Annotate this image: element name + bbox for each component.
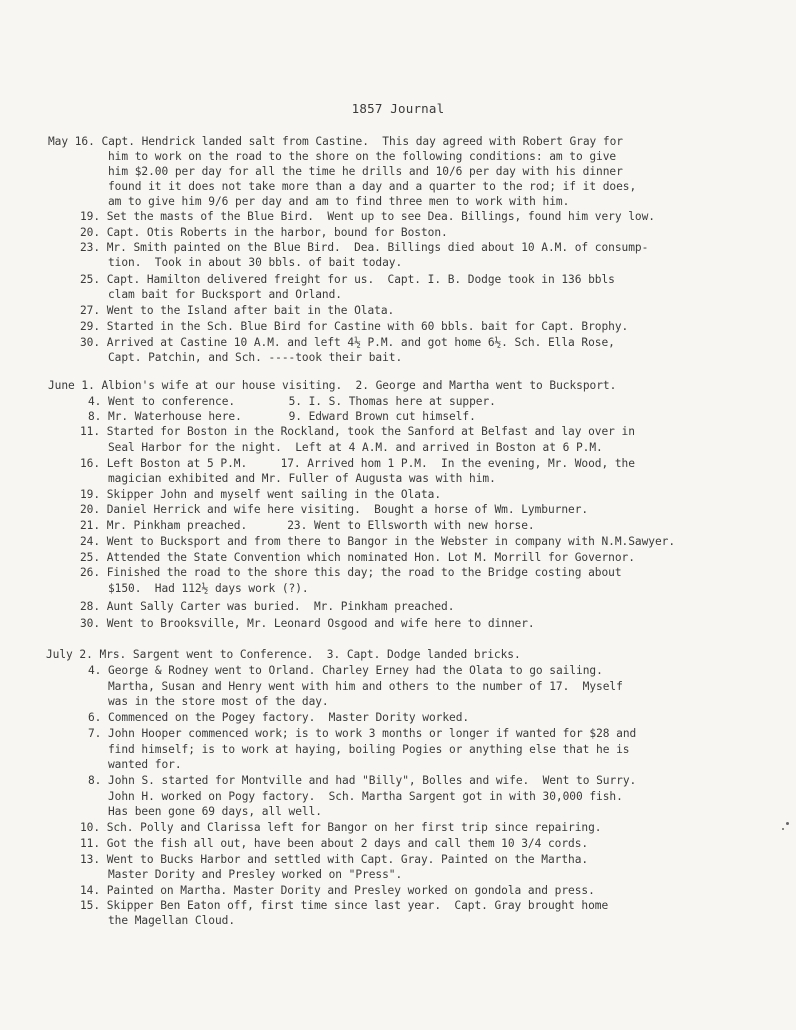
journal-line: 29. Started in the Sch. Blue Bird for Castine with 60 bbls. bait for Capt. Brophy. <box>80 320 629 333</box>
journal-line: John H. worked on Pogy factory. Sch. Martha Sargent got in with 30,000 fish. <box>108 790 623 803</box>
journal-line: him $2.00 per day for all the time he drills and 10/6 per day with his dinner <box>108 165 623 178</box>
journal-line: him to work on the road to the shore on the following conditions: am to give <box>108 150 617 163</box>
paper-speck <box>786 822 789 825</box>
journal-line: 27. Went to the Island after bait in the Olata. <box>80 304 395 317</box>
journal-line: $150. Had 112½ days work (?). <box>108 582 309 595</box>
page-title: 1857 Journal <box>351 101 445 116</box>
journal-line: 13. Went to Bucks Harbor and settled with Capt. Gray. Painted on the Martha. <box>80 853 589 866</box>
journal-line: 19. Set the masts of the Blue Bird. Went up to see Dea. Billings, found him very low. <box>80 210 655 223</box>
journal-line: 24. Went to Bucksport and from there to Bangor in the Webster in company with N.M.Sawyer. <box>80 535 676 548</box>
journal-line: 10. Sch. Polly and Clarissa left for Bangor on her first trip since repairing. <box>80 821 602 834</box>
journal-line: was in the store most of the day. <box>108 695 329 708</box>
journal-line: magician exhibited and Mr. Fuller of Augusta was with him. <box>108 472 496 485</box>
journal-line: 23. Mr. Smith painted on the Blue Bird. Dea. Billings died about 10 A.M. of consump- <box>80 241 649 254</box>
journal-line: 15. Skipper Ben Eaton off, first time since last year. Capt. Gray brought home <box>80 899 609 912</box>
journal-line: July 2. Mrs. Sargent went to Conference. 3. Capt. Dodge landed bricks. <box>46 648 521 661</box>
journal-line: the Magellan Cloud. <box>108 914 236 927</box>
journal-line: 16. Left Boston at 5 P.M. 17. Arrived hom 1 P.M. In the evening, Mr. Wood, the <box>80 457 635 470</box>
journal-line: 8. Mr. Waterhouse here. 9. Edward Brown cut himself. <box>88 410 476 423</box>
journal-line: 30. Arrived at Castine 10 A.M. and left 4½ P.M. and got home 6½. Sch. Ella Rose, <box>80 336 615 349</box>
journal-line: tion. Took in about 30 bbls. of bait today. <box>108 256 403 269</box>
journal-line: 25. Attended the State Convention which nominated Hon. Lot M. Morrill for Governor. <box>80 551 635 564</box>
journal-line: 7. John Hooper commenced work; is to work 3 months or longer if wanted for $28 and <box>88 727 637 740</box>
journal-line: 30. Went to Brooksville, Mr. Leonard Osgood and wife here to dinner. <box>80 617 535 630</box>
journal-line: Martha, Susan and Henry went with him and others to the number of 17. Myself <box>108 680 623 693</box>
journal-line: Capt. Patchin, and Sch. ----took their bait. <box>108 351 403 364</box>
journal-line: 8. John S. started for Montville and had "Billy", Bolles and wife. Went to Surry. <box>88 774 637 787</box>
journal-line: 4. George & Rodney went to Orland. Charley Erney had the Olata to go sailing. <box>88 664 603 677</box>
journal-line: am to give him 9/6 per day and am to find three men to work with him. <box>108 195 570 208</box>
journal-line: 28. Aunt Sally Carter was buried. Mr. Pinkham preached. <box>80 600 455 613</box>
journal-line: May 16. Capt. Hendrick landed salt from Castine. This day agreed with Robert Gray for <box>48 135 623 148</box>
journal-line: 20. Capt. Otis Roberts in the harbor, bound for Boston. <box>80 226 448 239</box>
journal-line: 20. Daniel Herrick and wife here visiting. Bought a horse of Wm. Lymburner. <box>80 503 589 516</box>
journal-line: 21. Mr. Pinkham preached. 23. Went to Ellsworth with new horse. <box>80 519 535 532</box>
paper-speck <box>782 828 784 830</box>
journal-line: 14. Painted on Martha. Master Dority and Presley worked on gondola and press. <box>80 884 595 897</box>
journal-line: Master Dority and Presley worked on "Press". <box>108 868 403 881</box>
journal-line: 26. Finished the road to the shore this day; the road to the Bridge costing about <box>80 566 622 579</box>
journal-line: Has been gone 69 days, all well. <box>108 805 322 818</box>
journal-line: wanted for. <box>108 758 182 771</box>
journal-line: 11. Started for Boston in the Rockland, took the Sanford at Belfast and lay over in <box>80 425 635 438</box>
journal-line: 19. Skipper John and myself went sailing in the Olata. <box>80 488 442 501</box>
journal-line: June 1. Albion's wife at our house visiting. 2. George and Martha went to Bucksport. <box>48 379 617 392</box>
journal-line: found it it does not take more than a day and a quarter to the rod; if it does, <box>108 180 637 193</box>
journal-line: Seal Harbor for the night. Left at 4 A.M. and arrived in Boston at 6 P.M. <box>108 441 603 454</box>
journal-line: 4. Went to conference. 5. I. S. Thomas here at supper. <box>88 395 496 408</box>
journal-line: 25. Capt. Hamilton delivered freight for us. Capt. I. B. Dodge took in 136 bbls <box>80 273 615 286</box>
journal-line: find himself; is to work at haying, boiling Pogies or anything else that he is <box>108 743 630 756</box>
journal-line: clam bait for Bucksport and Orland. <box>108 288 342 301</box>
journal-line: 11. Got the fish all out, have been about 2 days and call them 10 3/4 cords. <box>80 837 589 850</box>
journal-line: 6. Commenced on the Pogey factory. Master Dority worked. <box>88 711 470 724</box>
